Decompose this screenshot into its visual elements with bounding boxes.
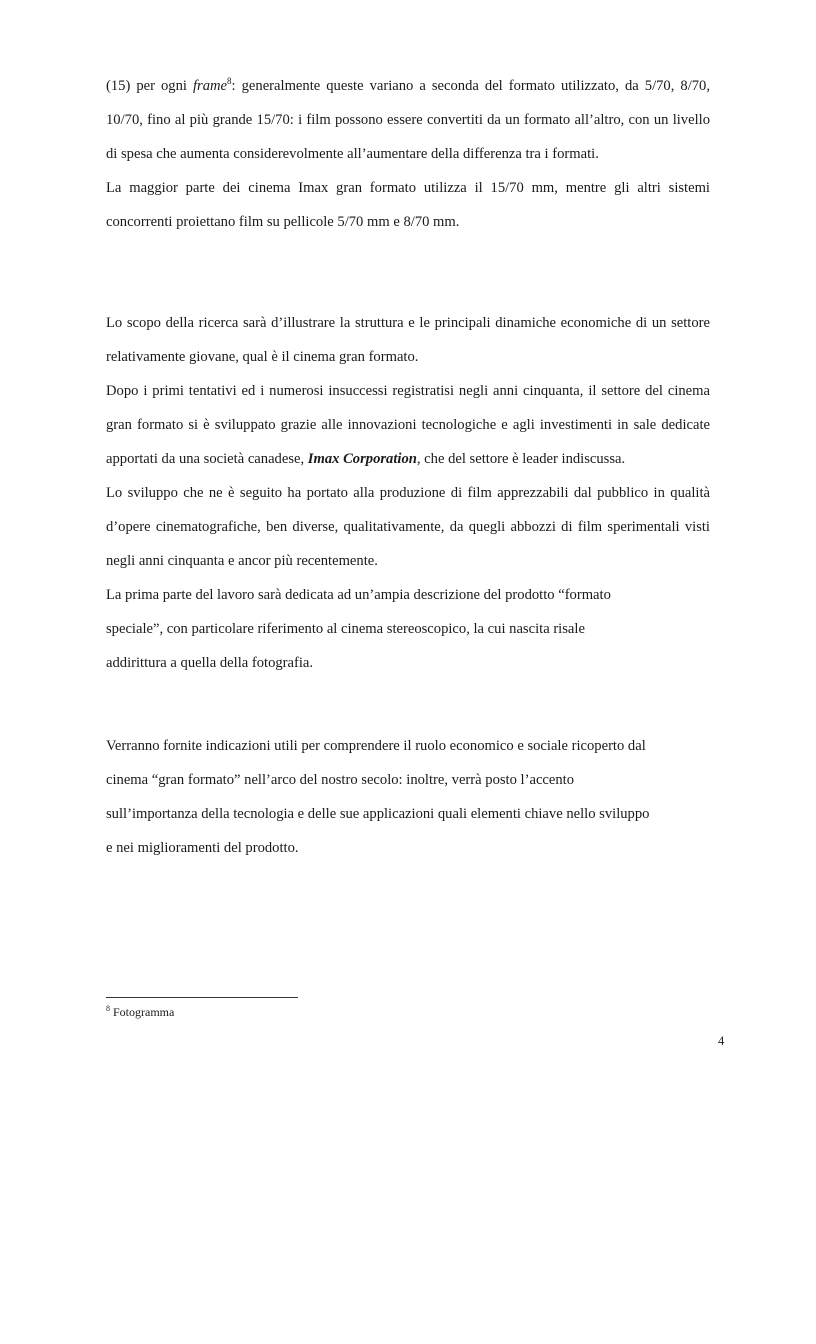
paragraph-research-scope: Lo scopo della ricerca sarà d’illustrare la struttura e le principali dinamiche economiche di un settore relativamente giovane, qual è il cinema gran formato. <box>106 315 710 365</box>
paragraph-text: Dopo i primi tentativi ed i numerosi insuccessi registratisi negli anni cinquanta, il settore del cinema gran formato si è sviluppato grazie alle innovazioni tecnologiche e agli investimenti in sale dedicate apportati da una società canadese, <box>106 383 710 467</box>
footnote-number: 8 <box>106 1004 110 1013</box>
paragraph-imax-formats: La maggior parte dei cinema Imax gran formato utilizza il 15/70 mm, mentre gli altri sistemi concorrenti proiettano film su pellicole 5/70 mm e 8/70 mm. <box>106 180 710 230</box>
company-name: Imax Corporation <box>307 451 417 467</box>
text-line: e nei miglioramenti del prodotto. <box>106 840 299 856</box>
paragraph-format-conversion <box>106 69 710 171</box>
paragraph-sector-history <box>106 374 710 476</box>
paragraph-text: , che del settore è leader indiscussa. <box>416 451 626 467</box>
paragraph-film-development: Lo sviluppo che ne è seguito ha portato alla produzione di film apprezzabili dal pubblico in qualità d’opere cinematografiche, ben diverse, qualitativamente, da quegli abbozzi di film sperimentali visti negli anni cinquanta e ancor più recentemente. <box>106 485 710 569</box>
body-text-middle <box>106 306 710 680</box>
paragraph-text: (15) per ogni <box>106 78 193 94</box>
text-line: La prima parte del lavoro sarà dedicata ad un’ampia descrizione del prodotto “formato <box>106 587 611 603</box>
footnote-text: Fotogramma <box>110 1005 175 1019</box>
footnote <box>106 1004 174 1020</box>
footnote-reference[interactable]: 8 <box>227 76 232 87</box>
text-line: cinema “gran formato” nell’arco del nostro secolo: inoltre, verrà posto l’accento <box>106 772 575 788</box>
text-line: addirittura a quella della fotografia. <box>106 655 314 671</box>
body-text-top <box>106 69 710 239</box>
page-number: 4 <box>718 1034 725 1048</box>
body-text-bottom <box>106 729 710 865</box>
text-line: speciale”, con particolare riferimento al cinema stereoscopico, la cui nascita risale <box>106 621 585 637</box>
text-line: sull’importanza della tecnologia e delle sue applicazioni quali elementi chiave nello sviluppo <box>106 806 650 822</box>
paragraph-economic-role <box>106 729 710 865</box>
text-line: Verranno fornite indicazioni utili per comprendere il ruolo economico e sociale ricoperto dal <box>106 738 646 754</box>
paragraph-text: : generalmente queste variano a seconda del formato utilizzato, da 5/70, 8/70, 10/70, fino al più grande 15/70: i film possono essere convertiti da un formato all’altro, con un livello di spesa che aumenta considerevolmente all’aumentare della differenza tra i formati. <box>106 78 710 162</box>
footnote-separator <box>106 997 298 998</box>
italic-term-frame: frame <box>192 78 228 94</box>
paragraph-first-part <box>106 578 710 680</box>
